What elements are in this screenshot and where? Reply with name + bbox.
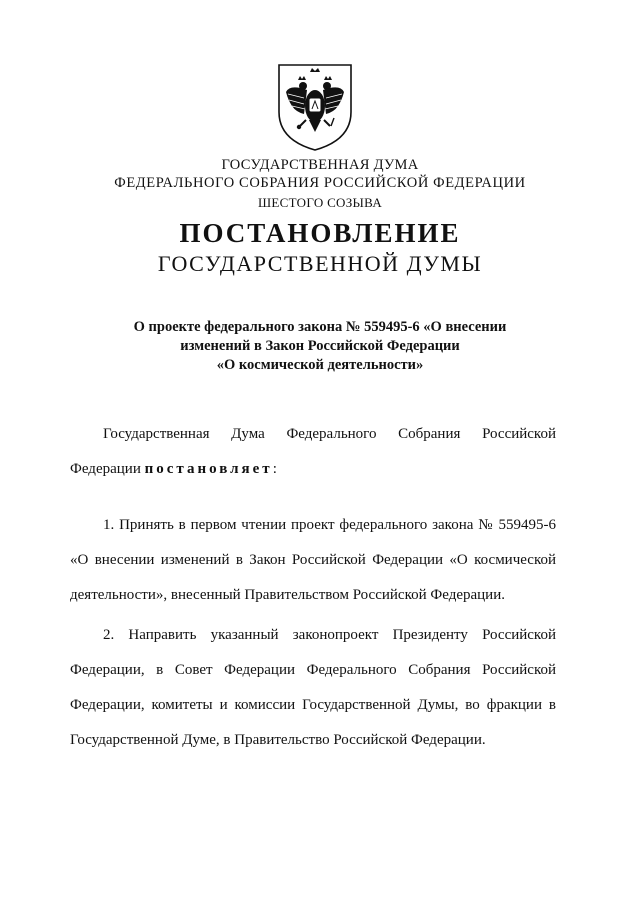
preamble-line: Государственная Дума Федерального Собрания Российской [103,426,556,442]
bill-heading-line: изменений в Закон Российской Федерации [180,338,460,354]
resolves-word: постановляет [144,461,273,477]
preamble-line-start: Федерации [70,461,141,477]
item-1-line: «О внесении изменений в Закон Российской Федерации «О космической [70,552,556,568]
item-2-paragraph [70,618,556,758]
item-2-line: Федерации, в Совет Федерации Федерального Собрания Российской [70,662,556,678]
bill-heading-line: О проекте федерального закона № 559495-6 «О внесении [133,319,507,335]
bill-heading [0,318,640,375]
double-headed-eagle-icon [276,62,354,152]
item-2-line: 2. Направить указанный законопроект Президенту Российской [103,627,556,643]
item-2-line: Государственной Думе, в Правительство Российской Федерации. [70,732,486,748]
preamble-colon: : [272,461,277,477]
item-1-paragraph [70,508,556,613]
document-title: ПОСТАНОВЛЕНИЕ [179,218,461,248]
item-1-line: 1. Принять в первом чтении проект федерального закона № 559495-6 [103,517,556,533]
coat-of-arms-emblem [276,62,354,152]
header-federal-assembly: ФЕДЕРАЛЬНОГО СОБРАНИЯ РОССИЙСКОЙ ФЕДЕРАЦИИ [114,175,526,191]
document-subtitle: ГОСУДАРСТВЕННОЙ ДУМЫ [157,251,483,276]
item-1-line: деятельности», внесенный Правительством Российской Федерации. [70,587,505,603]
item-2-line: Федерации, комитеты и комиссии Государственной Думы, во фракции в [70,697,556,713]
bill-heading-line: «О космической деятельности» [216,357,424,373]
header-duma: ГОСУДАРСТВЕННАЯ ДУМА [221,157,419,173]
header-convocation: ШЕСТОГО СОЗЫВА [257,195,383,210]
preamble-paragraph [70,417,556,487]
